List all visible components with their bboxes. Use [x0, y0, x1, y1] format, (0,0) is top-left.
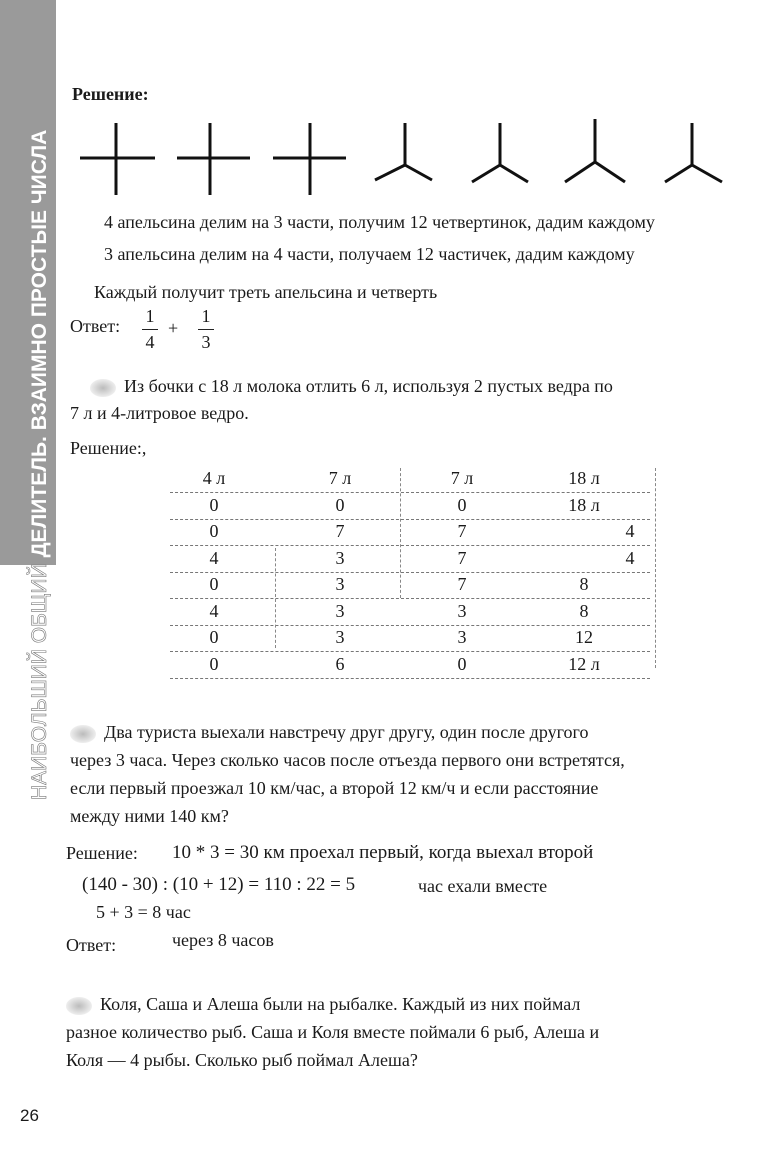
table-cell: 7 л	[450, 468, 474, 488]
chapter-title-vertical: НАИБОЛЬШИЙ ОБЩИЙ ДЕЛИТЕЛЬ. ВЗАИМНО ПРОСТЫЕ ЧИСЛА	[28, 129, 51, 800]
solution-line: Каждый получит треть апельсина и четверть	[94, 282, 438, 302]
table-cell: 8	[579, 574, 589, 594]
solution-line: 5 + 3 = 8 час	[96, 902, 191, 922]
task-text: если первый проезжал 10 км/час, а второй 12 км/ч и если расстояние	[70, 778, 599, 798]
table-rule	[170, 598, 650, 599]
fraction-one-third: 1 3	[198, 306, 214, 353]
answer-label: Ответ:	[70, 316, 121, 336]
solution-label: Решение:	[72, 84, 149, 104]
table-cell: 0	[335, 494, 345, 515]
task-text: Два туриста выехали навстречу друг другу, один после другого	[70, 722, 588, 743]
cross-icon	[177, 123, 250, 195]
table-cell: 3	[335, 574, 345, 594]
table-cell: 3	[335, 627, 345, 647]
task-marker-icon	[66, 997, 92, 1015]
table-cell: 4 л	[202, 468, 226, 488]
tripod-icon	[472, 123, 528, 182]
solution-label: Решение:	[66, 843, 138, 863]
task-marker-icon	[70, 725, 96, 743]
table-cell: 7	[335, 521, 345, 541]
table-cell: 18 л	[568, 468, 600, 488]
table-cell: 7	[457, 521, 467, 541]
solution-line: (140 - 30) : (10 + 12) = 110 : 22 = 5	[82, 874, 356, 895]
table-rule	[170, 545, 650, 546]
table-cell: 0	[457, 653, 467, 674]
table-cell: 0	[209, 574, 219, 594]
table-cell: 0	[209, 627, 219, 647]
solution-line: 3 апельсина делим на 4 части, получаем 12 частичек, дадим каждому	[104, 244, 635, 264]
table-rule	[170, 651, 650, 652]
table-cell: 3	[457, 627, 467, 647]
task-marker-icon	[90, 379, 116, 397]
table-cell: 0	[457, 494, 467, 515]
table-rule	[170, 492, 650, 493]
table-cell: 3	[335, 547, 345, 568]
table-rule	[275, 548, 276, 648]
page-number: 26	[20, 1106, 39, 1125]
task-text: Коля, Саша и Алеша были на рыбалке. Каждый из них поймал	[66, 994, 580, 1015]
table-cell: 0	[209, 521, 219, 541]
table-cell: 7 л	[328, 468, 352, 488]
solution-line: 4 апельсина делим на 3 части, получим 12 четвертинок, дадим каждому	[104, 212, 655, 232]
cross-icon	[80, 123, 155, 195]
plus-sign: +	[168, 318, 179, 338]
table-cell: 7	[457, 547, 467, 568]
table-cell: 0	[209, 494, 219, 515]
tripod-icon	[665, 123, 722, 182]
solution-line: час ехали вместе	[418, 876, 548, 896]
table-rule	[655, 468, 656, 668]
table-cell: 12	[575, 627, 593, 647]
solution-line: 10 * 3 = 30 км проехал первый, когда выехал второй	[172, 842, 594, 863]
tripod-icon	[565, 119, 625, 182]
fraction-one-quarter: 1 4	[142, 306, 158, 353]
oranges-division-diagram	[70, 115, 740, 195]
table-cell: 6	[335, 653, 345, 674]
table-rule	[170, 678, 650, 679]
answer-text: через 8 часов	[172, 930, 274, 950]
cross-icon	[273, 123, 346, 195]
table-rule	[170, 572, 650, 573]
task-text: между ними 140 км?	[70, 806, 229, 826]
table-rule	[170, 519, 650, 520]
table-cell: 4	[625, 521, 635, 541]
task-text: Из бочки с 18 л молока отлить 6 л, используя 2 пустых ведра по	[90, 376, 613, 397]
table-rule	[170, 625, 650, 626]
table-cell: 0	[209, 653, 219, 674]
table-cell: 12 л	[568, 653, 600, 674]
table-cell: 7	[457, 574, 467, 594]
table-cell: 4	[625, 547, 635, 568]
task-text: через 3 часа. Через сколько часов после отъезда первого они встретятся,	[70, 750, 625, 770]
table-cell: 18 л	[568, 494, 600, 515]
solution-label: Решение:,	[70, 438, 147, 458]
table-cell: 3	[335, 600, 345, 621]
table-rule	[400, 468, 401, 598]
task-text: 7 л и 4-литровое ведро.	[70, 403, 249, 423]
table-cell: 4	[209, 600, 219, 621]
task-text: Коля — 4 рыбы. Сколько рыб поймал Алеша?	[66, 1050, 418, 1070]
table-cell: 3	[457, 600, 467, 621]
task-text: разное количество рыб. Саша и Коля вместе поймали 6 рыб, Алеша и	[66, 1022, 600, 1042]
table-cell: 4	[209, 547, 219, 568]
tripod-icon	[375, 123, 432, 180]
table-cell: 8	[579, 600, 589, 621]
answer-label: Ответ:	[66, 935, 117, 955]
